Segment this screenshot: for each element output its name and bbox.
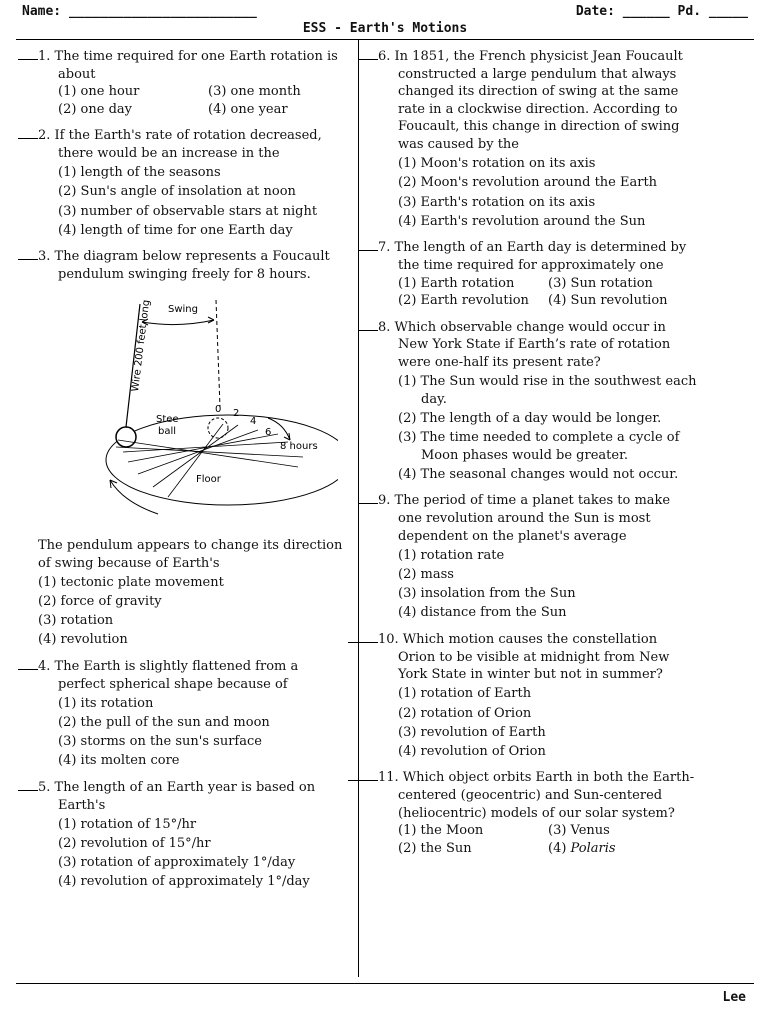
- question-7: [378, 238, 698, 309]
- question-2: [38, 126, 348, 239]
- option: (4) length of time for one Earth day: [58, 222, 293, 238]
- question-stem: 10. Which motion causes the constellation Orion to be visible at midnight from New York State in winter but not in summer?: [378, 631, 670, 683]
- question-stem: 8. Which observable change would occur in New York State if Earth’s rate of rotation were one-half its present rate?: [378, 319, 671, 370]
- answer-blank[interactable]: [18, 47, 38, 60]
- hour-mark: 2: [233, 407, 240, 419]
- option: (3) The time needed to complete a cycle of Moon phases would be greater.: [398, 430, 680, 463]
- option: (3) storms on the sun's surface: [58, 734, 262, 750]
- answer-blank[interactable]: [18, 247, 38, 260]
- question-stem: 1. The time required for one Earth rotation is about: [38, 49, 338, 82]
- option: (1) the Moon: [398, 823, 484, 839]
- option: (3) Earth's rotation on its axis: [398, 194, 596, 210]
- option: (3) one month: [208, 84, 301, 100]
- question-6: [378, 47, 698, 230]
- page-title: ESS - Earth's Motions: [302, 21, 468, 36]
- question-stem: 11. Which object orbits Earth in both the Earth-centered (geocentric) and Sun-centered (heliocentric) models of our solar system?: [378, 770, 695, 821]
- option: (1) Earth rotation: [398, 275, 515, 291]
- footer-divider: [16, 983, 754, 984]
- question-1: [38, 47, 348, 118]
- hour-mark: 4: [250, 415, 257, 427]
- swing-arc: [142, 320, 214, 325]
- option: (1) rotation of 15°/hr: [58, 816, 197, 832]
- hours-label: 8 hours: [280, 440, 318, 452]
- option: (2) mass: [398, 566, 454, 582]
- answer-blank[interactable]: [358, 238, 378, 251]
- swung-wire: [216, 300, 220, 407]
- option: (4) revolution of approximately 1°/day: [58, 874, 310, 890]
- steel-ball-label: Stee: [156, 413, 179, 425]
- option: (3) insolation from the Sun: [398, 586, 576, 602]
- answer-blank[interactable]: [18, 778, 38, 791]
- question-stem: 6. In 1851, the French physicist Jean Foucault constructed a large pendulum that always changed its direction of swing at the same rate in a clockwise direction. According to Foucault, this change in direction of swing was caused by the: [378, 49, 683, 152]
- answer-blank[interactable]: [348, 630, 378, 643]
- option: (2) revolution of 15°/hr: [58, 835, 211, 851]
- option: (2) Moon's revolution around the Earth: [398, 175, 658, 191]
- option: (4) one year: [208, 101, 288, 117]
- left-column: [38, 47, 348, 899]
- answer-blank[interactable]: [18, 657, 38, 670]
- option: (3) Sun rotation: [548, 275, 653, 291]
- option: (2) The length of a day would be longer.: [398, 410, 662, 426]
- option: (4) Sun revolution: [548, 293, 668, 309]
- option: (1) The Sun would rise in the southwest each day.: [398, 374, 697, 407]
- question-stem: 2. If the Earth's rate of rotation decreased, there would be an increase in the: [38, 128, 322, 161]
- question-stem: 7. The length of an Earth day is determined by the time required for approximately one: [378, 240, 687, 273]
- option: (1) one hour: [58, 84, 140, 100]
- option: (4) Earth's revolution around the Sun: [398, 213, 646, 229]
- right-column: [378, 47, 698, 865]
- question-11: [378, 768, 698, 857]
- question-8: [378, 318, 698, 484]
- option: (1) rotation of Earth: [398, 686, 532, 702]
- option: (2) the pull of the sun and moon: [58, 715, 270, 730]
- question-stem: 3. The diagram below represents a Foucault pendulum swinging freely for 8 hours.: [38, 249, 330, 282]
- steel-ball-label: ball: [158, 425, 177, 437]
- option: (3) rotation of approximately 1°/day: [58, 855, 296, 871]
- option: (4) The seasonal changes would not occur.: [398, 466, 679, 482]
- answer-blank[interactable]: [358, 47, 378, 60]
- question-9: [378, 491, 698, 622]
- option: (2) one day: [58, 101, 132, 117]
- option: (1) Moon's rotation on its axis: [398, 156, 596, 172]
- question-5: [38, 778, 348, 891]
- option: (1) length of the seasons: [58, 165, 221, 181]
- header-divider: [16, 39, 754, 40]
- option: (2) force of gravity: [38, 594, 162, 610]
- option: (1) rotation rate: [398, 547, 505, 563]
- answer-blank[interactable]: [348, 768, 378, 781]
- steel-ball: [116, 427, 136, 447]
- swing-lines: [116, 424, 303, 497]
- option: (3) Venus: [548, 823, 610, 839]
- name-field-label: Name: ________________________: [22, 4, 257, 19]
- option: (1) its rotation: [58, 695, 154, 711]
- question-stem: 5. The length of an Earth year is based on Earth's: [38, 779, 316, 813]
- question-3-followup: The pendulum appears to change its direction of swing because of Earth's: [38, 538, 343, 571]
- option: (3) rotation: [38, 613, 114, 629]
- hour-mark: 0: [215, 403, 222, 415]
- question-10: [378, 630, 698, 761]
- option: (4) Polaris: [548, 840, 616, 856]
- earth-rotation-arrow: [110, 480, 158, 514]
- swung-ball: [208, 418, 228, 438]
- question-3: [38, 247, 348, 649]
- option: (4) revolution: [38, 632, 128, 648]
- foucault-pendulum-diagram: [98, 292, 348, 528]
- question-4: [38, 657, 348, 770]
- floor-label: Floor: [196, 473, 221, 485]
- option: (2) Sun's angle of insolation at noon: [58, 184, 296, 200]
- answer-blank[interactable]: [18, 126, 38, 139]
- answer-blank[interactable]: [358, 318, 378, 331]
- question-stem: 4. The Earth is slightly flattened from a perfect spherical shape because of: [38, 659, 299, 692]
- option: (3) revolution of Earth: [398, 724, 546, 740]
- option: (2) the Sun: [398, 840, 472, 856]
- option: (4) revolution of Orion: [398, 743, 546, 759]
- option: (4) distance from the Sun: [398, 605, 567, 621]
- option: (2) Earth revolution: [398, 293, 529, 309]
- wire-label: Wire 200 feet long: [130, 298, 153, 392]
- answer-blank[interactable]: [358, 491, 378, 504]
- date-period-field-label: Date: ______ Pd. _____: [575, 4, 748, 19]
- author-footer: Lee: [722, 990, 746, 1005]
- column-divider: [358, 40, 359, 977]
- hour-mark: 6: [265, 426, 272, 438]
- option: (2) rotation of Orion: [398, 705, 532, 721]
- option: (3) number of observable stars at night: [58, 203, 318, 219]
- option: (4) its molten core: [58, 753, 180, 769]
- swing-label: Swing: [168, 303, 198, 315]
- question-stem: 9. The period of time a planet takes to make one revolution around the Sun is most dependent on the planet's average: [378, 493, 671, 544]
- option: (1) tectonic plate movement: [38, 574, 224, 590]
